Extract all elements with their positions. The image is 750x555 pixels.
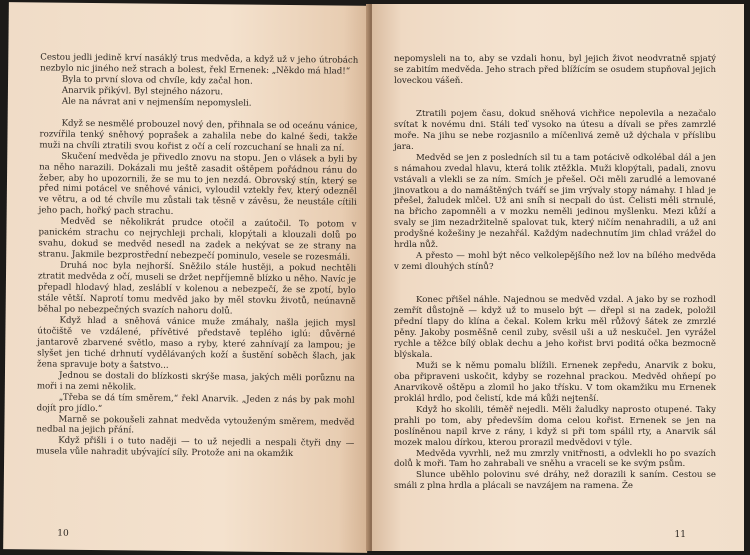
paragraph: Jednou se dostali do blízkosti skrýše masa, jakých měli porůznu na moři i na zemi několik. (36, 370, 356, 393)
paragraph: Skučení medvěda je přivedlo znovu na stopu. Jen o vlásek a byli by na něho narazili. Dokázali mu ještě zasadit oštěpem pořádnou ránu do žeber, aby ho upozornili, že se mu to jen nezdá. Obrovský stín, který se před nimi potácel ve sněhové vánici, vyloudil vztekly řev, který odezněl ve větru, a od té chvíle mu zůstali tak těsně v závěsu, že neustále cítili jeho pach, hořký pach strachu. (38, 151, 358, 218)
section-gap (394, 273, 716, 295)
paragraph: Medvěda vyvrhli, než mu zmrzly vnitřnosti, a odvlekli ho po svazích dolů k moři. Tam ho zahrabali ve sněhu a vraceli se ke svým psům. (394, 448, 716, 470)
page-number-left: 10 (57, 528, 69, 539)
open-book (6, 4, 744, 551)
paragraph: Když hlad a sněhová vánice muže zmáhaly, našla jejich mysl útočiště ve vzdálené, přívětivé představě teplého iglú: důvěrné jantarově zbarvené světlo, maso a ryby, které zahnívají za lampou; je slyšet jen tiché drhnutí vydělávaných koží a šustění soběch šlach, jak žena spravuje boty a šatstvo... (37, 315, 356, 371)
paragraph: Medvěd se několikrát prudce otočil a zaútočil. To potom v panickém strachu co nejrychleji prchali, klopýtali a klouzali dolů po svahu, dokud se medvěd nesedl na zadek a nekývat se ze strany na stranu. Jakmile bezprostřední nebezpečí pominulo, vesele se rozesmáli. (38, 217, 357, 263)
left-page (3, 2, 373, 553)
paragraph: Muži se k němu pomalu blížili. Ernenek zepředu, Anarvik z boku, oba připraveni uskočit, kdyby se rozehnal prackou. Medvěd ohňepí po Anarvikově oštěpu a zlomil ho jako třísku. V tom okamžiku mu Ernenek proklál hrdlo, pod čelistí, kde má kůži nejtenší. (394, 360, 716, 404)
paragraph: Když přišli i o tuto naději — to už nejedli a nespali čtyři dny — musela vůle nahradit ubývající síly. Protože ani na okamžik (36, 436, 355, 460)
paragraph: nepomysleli na to, aby se vzdali honu, byl jejich život neodvratně spjatý se zabitím medvěda. Jeho strach před blížícím se osudem stupňoval jejich loveckou vášeň. (394, 54, 716, 86)
paragraph: Když se nesmělé probouzel nový den, přihnala se od oceánu vánice, rozvířila tenký sněhový poprašek a zahalila nebe do kalné šedi, takže muži na chvíli ztratili svou kořist z očí a celí rozcuchaní se hnali za ní. (39, 118, 358, 154)
paragraph: „Třeba se dá tím směrem,“ řekl Anarvik. „Jeden z nás by pak mohl dojít pro jídlo.“ (36, 392, 355, 414)
right-page (372, 4, 744, 551)
paragraph: Medvěd se jen z posledních sil tu a tam potácivě odkolébal dál a jen s námahou zvedal hlavu, která tolik ztěžkla. Muži klopýtali, padali, znovu vstávali a vlekli se za ním. Smích je přešel. Oči měli zarudlé a lemované jinovatkou a do namáštěných tváří se jim vrývaly stopy námahy. I hlad je přešel, žaludek mlčel. Už ani sníh si necpali do úst. Čelisti měli strnulé, na břicho zapomněli a v mozku neměli jedinou myšlenku. Mezi kůží a svaly se jim nezadržitelně spalovat tuk, který ničím nenahradili, a už ani prodyšné kožešiny je nezahřál. Každým nadechnutím jim chlad vrážel do hrdla nůž. (394, 152, 716, 251)
paragraph: Ale na návrat ani v nejmenším nepomysleli. (61, 96, 252, 109)
paragraph: Když ho skolili, téměř nejedli. Měli žaludky naprosto otupené. Taky prahli po tom, aby především doma celou kořist. Ernenek se jen na poslíněnou napil krve z rány, i když si při tom spálil rty, a Anarvik sál mozek malou dírkou, kterou prorazil medvědovi v týle. (394, 404, 716, 448)
paragraph: Byla to první slova od chvíle, kdy začal hon. (62, 74, 253, 87)
paragraph: A přesto — mohl být něco velkolepějšího než lov na bílého medvěda v zemi dlouhých stínů? (394, 251, 716, 273)
page-number-right: 11 (674, 530, 686, 541)
section-gap (394, 87, 716, 109)
paragraph: Marně se pokoušeli zahnat medvěda vytouženým směrem, medvěd nedbal na jejich přání. (36, 414, 355, 436)
paragraph: Konec přišel náhle. Najednou se medvěd vzdal. A jako by se rozhodl zemřít důstojně — když už to muselo být — dřepl si na zadek, položil přední tlapy do klína a čekal. Kolem krku měl růžový šátek ze zmrzlé pěny. Jakoby posměšně cenil zuby, svěsil uši a už neskučel. Jen vyrážel rychle a těžce bílý oblak dechu a jeho kořist brvi poditá očka bezmocně blýskala. (394, 295, 716, 360)
paragraph: Slunce uběhlo polovinu své dráhy, než dorazili k saním. Cestou se smáli z plna hrdla a plácali se navzájem na ramena. Že (394, 470, 716, 492)
paragraph: Ztratili pojem času, dokud sněhová vichřice nepolevila a nezačalo svítat k novému dni. Stáli teď vysoko na útesu a dívali se přes zamrzlé moře. Na jihu se nebe rozjasnilo a míčenlivá země už dýchala v příslibu jara. (394, 108, 716, 152)
paragraph: Anarvik přikývl. Byl stejného názoru. (61, 85, 224, 98)
paragraph: Cestou jedli jedině krví nasáklý trus medvěda, a když už v jeho útrobách nezbylo nic jiného než strach a bolest, řekl Ernenek: „Někdo má hlad!“ (40, 52, 359, 77)
paragraph: Druhá noc byla nejhorší. Sněžilo stále hustěji, a pokud nechtěli ztratit medvěda z očí, museli se držet nepříjemně blízko u něho. Navíc je přepadl hlodavý hlad, zesláblí v kolenou a nebezpečí, že se zpotí, bylo stále větší. Naprotí tomu medvěd jako by měl stovku životů, neúnavně běhal po nebezpečných svazích nahoru dolů. (37, 260, 357, 317)
